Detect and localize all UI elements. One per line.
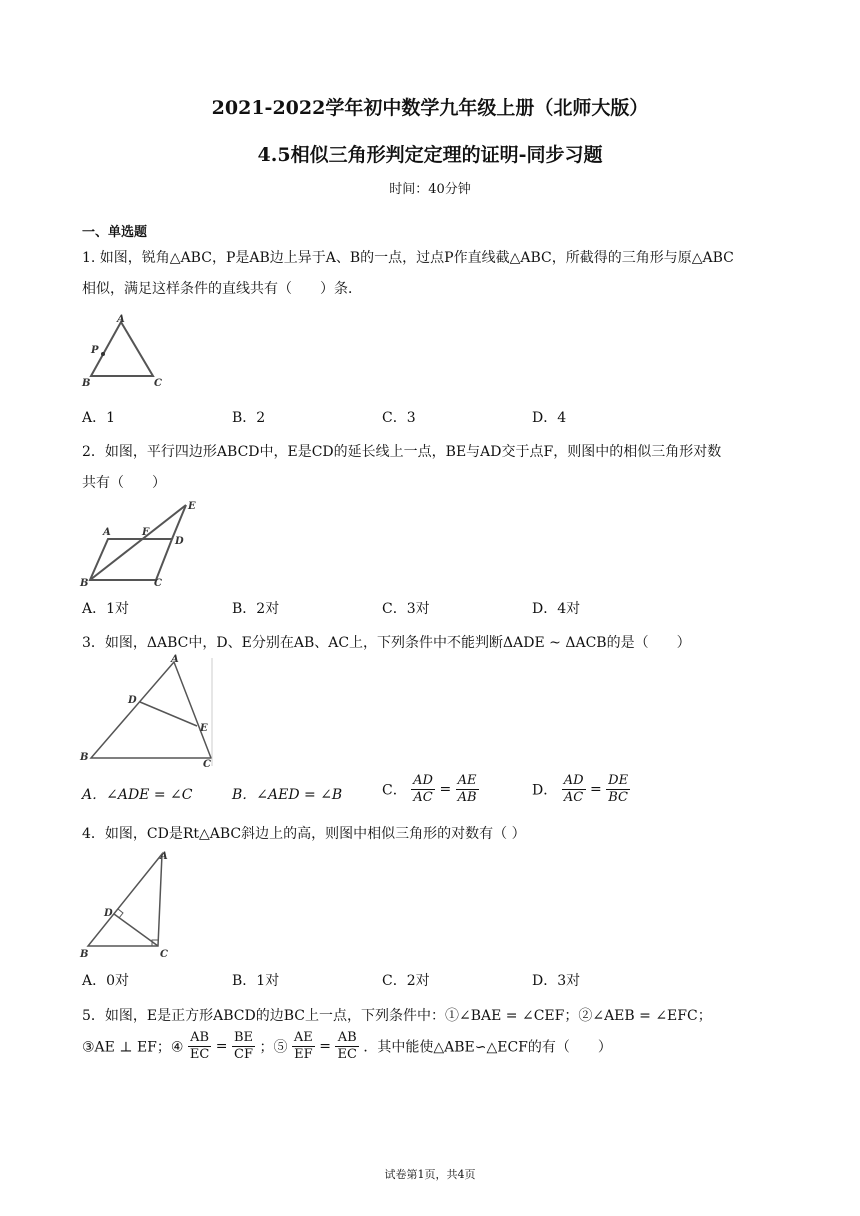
q3-option-d-fraction-2 [606,773,630,806]
q4-label-a: A [160,851,168,862]
fraction-numerator: AE [293,1030,313,1045]
q5-fraction-5-left [292,1030,315,1063]
q3-stem: 3．如图，ΔABC中，D、E分别在AB、AC上，下列条件中不能判断ΔADE ~ ΔACB的是（ ） [82,635,691,651]
q3-option-c-fraction-2 [456,773,479,806]
q1-option-a[interactable]: A．1 [82,410,116,426]
q5-fraction-4-right [232,1030,255,1063]
q3-option-c-prefix: C． [382,782,407,799]
q3-label-d: D [128,695,137,706]
q2-label-e: E [188,501,196,512]
fraction-denominator: AB [457,790,477,805]
q4-option-a[interactable]: A．0对 [82,973,130,989]
q3-option-d-fraction-1 [562,773,586,806]
q4-stem: 4．如图，CD是Rt△ABC斜边上的高，则图中相似三角形的对数有（ ） [82,826,526,842]
fraction-numerator: AD [563,773,584,788]
q3-label-a: A [171,654,179,665]
q3-option-a[interactable]: A．∠ADE = ∠C [82,787,193,803]
q1-label-p: P [91,345,99,356]
equals-sign: = [439,781,452,798]
q2-option-b[interactable]: B．2对 [232,601,280,617]
title-line-2: 4.5相似三角形判定定理的证明-同步习题 [257,144,603,166]
title-line-1: 2021-2022学年初中数学九年级上册（北师大版） [211,97,649,119]
q1-option-d[interactable]: D．4 [532,410,567,426]
q3-label-c: C [203,759,211,770]
q1-triangle-abc [91,322,153,376]
equals-sign: = [589,781,602,798]
q2-option-c[interactable]: C．3对 [382,601,430,617]
q4-label-d: D [104,908,113,919]
fraction-numerator: AB [188,1030,211,1047]
q4-option-c[interactable]: C．2对 [382,973,430,989]
fraction-numerator: DE [608,773,629,788]
q2-label-c: C [154,578,162,589]
fraction-denominator: AC [413,790,433,805]
fraction-numerator: AB [335,1030,358,1047]
q1-label-c: C [154,378,162,389]
q2-stem-line-1: 2．如图，平行四边形ABCD中，E是CD的延长线上一点，BE与AD交于点F，则图中的相似三角形对数 [82,444,722,460]
q3-label-b: B [80,752,89,763]
q3-triangle-figure [78,654,218,772]
q1-triangle-figure [78,312,173,392]
fraction-numerator: AE [456,773,479,790]
q4-triangle-abc [88,854,162,946]
q5-fraction-4-left [188,1030,211,1063]
fraction-numerator: AD [413,773,433,788]
q2-stem-line-2: 共有（ ） [82,475,166,491]
q2-label-f: F [142,527,150,538]
q3-option-c[interactable] [382,773,479,806]
q2-parallelogram-abcd [90,539,172,580]
q5-condition-3: ③AE ⊥ EF；④ [82,1039,184,1056]
q5-question-end: ．其中能使△ABE∽△ECF的有（ ） [363,1039,612,1056]
fraction-denominator: EC [337,1047,357,1062]
q1-stem-line-1: 1. 如图，锐角△ABC，P是AB边上异于A、B的一点，过点P作直线截△ABC，所截得的三角形与原△ABC [82,250,734,266]
q2-label-b: B [80,578,89,589]
q1-stem-line-2: 相似，满足这样条件的直线共有（ ）条． [82,281,362,297]
q3-label-e: E [200,723,208,734]
q4-option-b[interactable]: B．1对 [232,973,280,989]
q1-point-p [101,352,105,356]
q3-option-b[interactable]: B．∠AED = ∠B [232,787,343,803]
q3-option-c-fraction-1 [411,773,435,806]
equals-sign: = [215,1038,228,1055]
time-limit: 时间：40分钟 [389,182,471,197]
q3-segment-de [140,702,197,726]
q5-stem-line-1: 5．如图，E是正方形ABCD的边BC上一点，下列条件中：①∠BAE = ∠CEF；②∠AEB = ∠EFC； [82,1008,712,1024]
q1-option-c[interactable]: C．3 [382,410,416,426]
q2-label-a: A [103,527,111,538]
q5-fraction-5-right [335,1030,358,1063]
equals-sign: = [319,1038,331,1055]
fraction-denominator: CF [234,1047,253,1062]
fraction-denominator: EF [294,1047,313,1062]
q5-stem-line-2 [82,1030,612,1063]
q4-right-triangle-figure [76,846,176,964]
fraction-denominator: AC [563,790,584,805]
fraction-denominator: EC [189,1047,210,1062]
q4-label-c: C [160,949,168,960]
q3-option-d[interactable] [532,773,630,806]
q5-condition-5-prefix: ；⑤ [259,1039,288,1056]
q4-altitude-cd [114,914,158,946]
q1-label-b: B [82,378,91,389]
q2-label-d: D [175,536,184,547]
fraction-denominator: BC [608,790,628,805]
q3-triangle-abc [91,662,211,758]
page-footer: 试卷第1页，共4页 [384,1168,476,1181]
q1-option-b[interactable]: B．2 [232,410,266,426]
q2-option-d[interactable]: D．4对 [532,601,581,617]
q2-option-a[interactable]: A．1对 [82,601,130,617]
fraction-numerator: BE [233,1030,254,1045]
q4-label-b: B [80,949,89,960]
q2-parallelogram-figure [78,497,203,589]
q1-label-a: A [117,314,125,325]
q3-option-d-prefix: D． [532,782,558,799]
section-heading: 一、单选题 [82,225,148,240]
q4-option-d[interactable]: D．3对 [532,973,581,989]
